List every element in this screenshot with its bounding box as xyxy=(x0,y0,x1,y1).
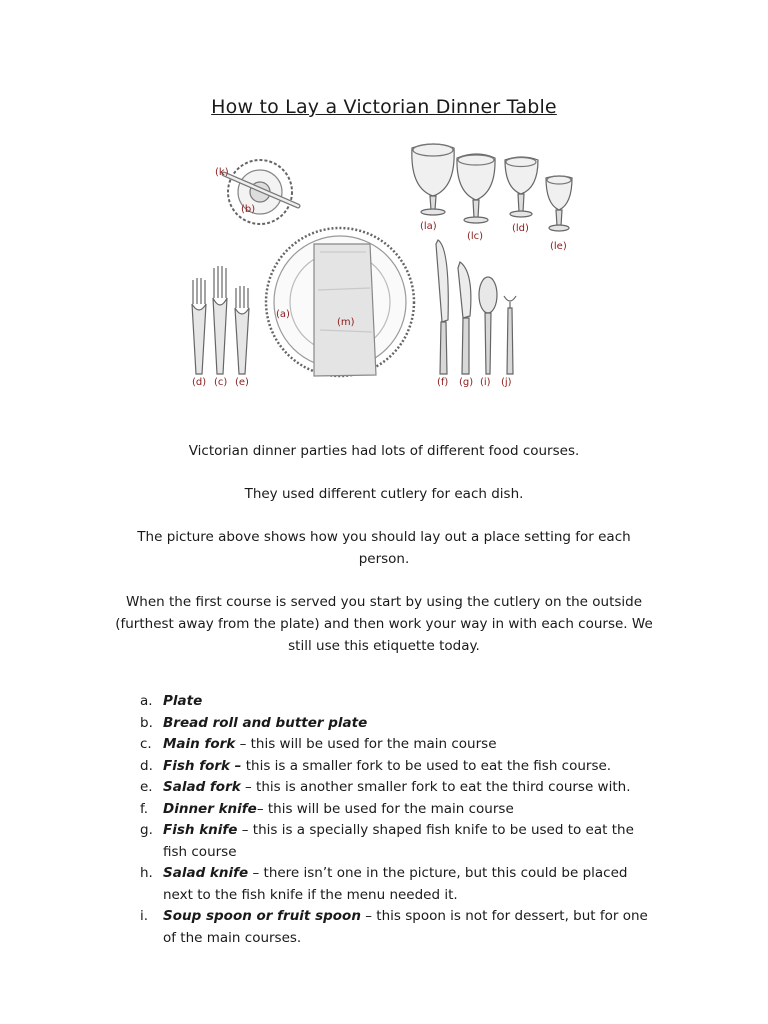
cutlery-paragraph: They used different cutlery for each dish. xyxy=(244,486,524,502)
list-item xyxy=(140,777,660,799)
label-d: (d) xyxy=(192,377,207,388)
item-description: – this is another smaller fork to eat the third course with. xyxy=(240,779,631,795)
picture-paragraph: The picture above shows how you should lay out a place setting for each person. xyxy=(137,529,631,567)
list-item xyxy=(140,799,660,821)
item-term: Fish knife xyxy=(163,822,238,838)
etiquette-paragraph: When the first course is served you start by using the cutlery on the outside (furthest away from the plate) and then work your way in with each course. We still use this etiquette today. xyxy=(115,594,653,654)
list-marker: c. xyxy=(140,736,152,752)
label-la: (la) xyxy=(420,221,437,232)
fork-j xyxy=(504,296,516,374)
list-marker: f. xyxy=(140,800,149,817)
list-item xyxy=(140,863,660,906)
list-item xyxy=(140,820,660,863)
knife-g xyxy=(458,262,471,374)
list-marker: i. xyxy=(140,908,149,924)
item-description: – this will be used for the main course xyxy=(235,736,497,752)
napkin xyxy=(314,244,376,376)
glass-le xyxy=(546,176,572,231)
fork-d xyxy=(192,278,206,374)
label-le: (le) xyxy=(550,241,567,252)
item-description: – this spoon is not for dessert, but for one of the main courses. xyxy=(163,908,648,946)
glass-lc xyxy=(457,154,495,223)
list-marker: d. xyxy=(140,757,153,774)
item-description: – there isn’t one in the picture, but this could be placed next to the fish knife if the menu needed it. xyxy=(163,865,628,903)
label-c: (c) xyxy=(214,377,228,388)
glass-ld xyxy=(505,157,538,217)
item-term: Dinner knife xyxy=(163,800,257,817)
label-g: (g) xyxy=(459,377,474,388)
intro-paragraph: Victorian dinner parties had lots of different food courses. xyxy=(188,443,580,459)
label-k: (k) xyxy=(215,167,229,178)
label-b: (b) xyxy=(241,204,256,215)
item-term: Soup spoon or fruit spoon xyxy=(163,908,361,924)
label-m: (m) xyxy=(337,317,355,328)
fork-c xyxy=(213,266,227,374)
list-item xyxy=(140,906,660,949)
label-a: (a) xyxy=(276,309,290,320)
label-f: (f) xyxy=(437,377,449,388)
fork-e xyxy=(235,286,249,374)
label-lc: (lc) xyxy=(467,231,484,242)
list-item xyxy=(140,756,660,778)
page-title: How to Lay a Victorian Dinner Table xyxy=(211,96,557,118)
item-term: Fish fork – xyxy=(163,757,242,774)
glass-la xyxy=(412,144,454,215)
list-marker: g. xyxy=(140,822,153,838)
list-item xyxy=(140,691,660,713)
item-term: Salad fork xyxy=(163,779,241,795)
item-term: Salad knife xyxy=(163,865,249,881)
list-marker: b. xyxy=(140,714,153,731)
label-i: (i) xyxy=(480,377,491,388)
spoon-i xyxy=(479,277,497,374)
item-description: – this will be used for the main course xyxy=(256,800,514,817)
items-list xyxy=(140,691,660,949)
item-term: Bread roll and butter plate xyxy=(163,714,368,731)
place-setting-illustration xyxy=(180,140,580,400)
list-marker: h. xyxy=(140,865,153,881)
list-marker: a. xyxy=(140,693,153,709)
knife-f xyxy=(436,240,448,374)
list-marker: e. xyxy=(140,779,153,795)
item-description: this is a smaller fork to be used to eat the fish course. xyxy=(241,757,612,774)
list-item xyxy=(140,734,660,756)
label-ld: (ld) xyxy=(512,223,529,234)
item-term: Plate xyxy=(163,693,203,709)
item-term: Main fork xyxy=(163,736,236,752)
label-j: (j) xyxy=(501,377,512,388)
item-description: – this is a specially shaped fish knife to be used to eat the fish course xyxy=(163,822,634,860)
list-item xyxy=(140,713,660,735)
bread-plate xyxy=(224,160,298,224)
label-e: (e) xyxy=(235,377,249,388)
